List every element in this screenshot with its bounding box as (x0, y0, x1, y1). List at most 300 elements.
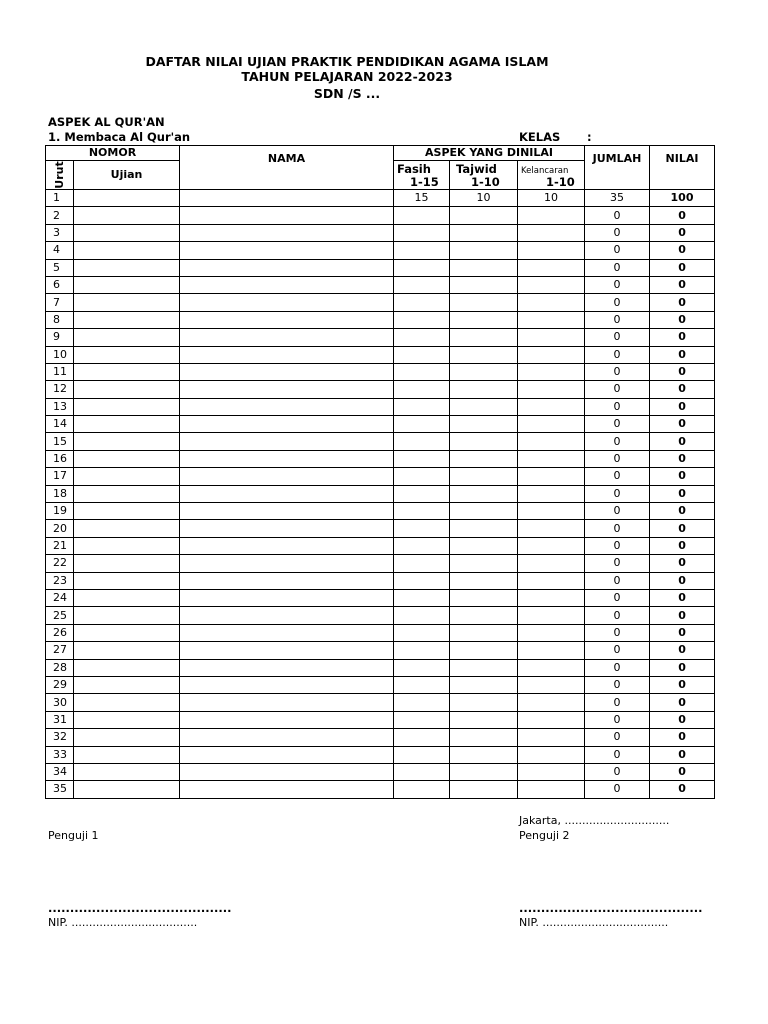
urut-cell: 5 (46, 259, 74, 276)
nama-cell (180, 311, 394, 328)
nama-cell (180, 242, 394, 259)
fasih-cell (394, 207, 450, 224)
nilai-cell: 0 (650, 381, 715, 398)
table-row (46, 485, 715, 502)
nama-header: NAMA (180, 146, 394, 190)
fasih-cell (394, 294, 450, 311)
tajwid-cell (450, 398, 518, 415)
nilai-cell: 0 (650, 746, 715, 763)
table-row (46, 224, 715, 241)
ujian-cell (74, 363, 180, 380)
kelancaran-cell (518, 433, 585, 450)
table-row (46, 781, 715, 798)
fasih-cell (394, 642, 450, 659)
jumlah-cell: 0 (585, 572, 650, 589)
fasih-cell (394, 224, 450, 241)
nama-cell (180, 694, 394, 711)
nilai-cell: 0 (650, 311, 715, 328)
fasih-cell (394, 416, 450, 433)
kelancaran-header (518, 161, 585, 190)
urut-cell: 30 (46, 694, 74, 711)
nilai-header: NILAI (650, 146, 715, 190)
kelancaran-cell (518, 781, 585, 798)
tajwid-cell (450, 676, 518, 693)
jumlah-cell: 0 (585, 676, 650, 693)
fasih-cell (394, 711, 450, 728)
fasih-cell: 15 (394, 190, 450, 207)
academic-year: TAHUN PELAJARAN 2022-2023 (241, 69, 453, 84)
ujian-cell (74, 624, 180, 641)
nilai-cell: 0 (650, 642, 715, 659)
ujian-cell (74, 311, 180, 328)
kelancaran-cell (518, 381, 585, 398)
tajwid-cell (450, 450, 518, 467)
nilai-cell: 0 (650, 363, 715, 380)
table-row (46, 311, 715, 328)
nomor-header: NOMOR (46, 146, 180, 161)
jumlah-cell: 0 (585, 242, 650, 259)
kelancaran-range: 1-10 (546, 175, 575, 189)
table-row (46, 276, 715, 293)
tajwid-cell (450, 259, 518, 276)
jumlah-cell: 0 (585, 224, 650, 241)
nilai-cell: 0 (650, 276, 715, 293)
table-row (46, 259, 715, 276)
jumlah-cell: 0 (585, 763, 650, 780)
nip-1: NIP. .................................... (48, 916, 198, 929)
ujian-cell (74, 346, 180, 363)
kelancaran-cell (518, 224, 585, 241)
fasih-cell (394, 781, 450, 798)
nilai-cell: 0 (650, 207, 715, 224)
urut-cell: 17 (46, 468, 74, 485)
jumlah-cell: 0 (585, 276, 650, 293)
tajwid-cell (450, 485, 518, 502)
urut-cell: 25 (46, 607, 74, 624)
ujian-cell (74, 190, 180, 207)
tajwid-cell (450, 242, 518, 259)
nilai-cell: 0 (650, 572, 715, 589)
kelancaran-cell (518, 450, 585, 467)
ujian-cell (74, 711, 180, 728)
fasih-cell (394, 242, 450, 259)
kelancaran-cell (518, 363, 585, 380)
tajwid-cell (450, 659, 518, 676)
fasih-cell (394, 259, 450, 276)
fasih-cell (394, 555, 450, 572)
kelancaran-cell (518, 763, 585, 780)
tajwid-cell (450, 346, 518, 363)
kelancaran-cell (518, 676, 585, 693)
kelancaran-cell (518, 659, 585, 676)
jumlah-cell: 0 (585, 607, 650, 624)
nilai-cell: 0 (650, 294, 715, 311)
urut-cell: 15 (46, 433, 74, 450)
tajwid-cell (450, 224, 518, 241)
tajwid-cell (450, 416, 518, 433)
ujian-cell (74, 224, 180, 241)
nama-cell (180, 207, 394, 224)
fasih-cell (394, 607, 450, 624)
nama-cell (180, 433, 394, 450)
nama-cell (180, 711, 394, 728)
nilai-cell: 0 (650, 624, 715, 641)
urut-cell: 31 (46, 711, 74, 728)
nama-cell (180, 363, 394, 380)
fasih-cell (394, 311, 450, 328)
ujian-cell (74, 572, 180, 589)
nama-cell (180, 746, 394, 763)
urut-cell: 8 (46, 311, 74, 328)
tajwid-cell (450, 729, 518, 746)
table-row (46, 433, 715, 450)
kelancaran-cell (518, 276, 585, 293)
jumlah-cell: 0 (585, 520, 650, 537)
ujian-cell (74, 329, 180, 346)
nama-cell (180, 624, 394, 641)
jumlah-cell: 0 (585, 329, 650, 346)
ujian-cell (74, 746, 180, 763)
nama-cell (180, 659, 394, 676)
jumlah-cell: 0 (585, 207, 650, 224)
table-row (46, 572, 715, 589)
jumlah-cell: 0 (585, 433, 650, 450)
nama-cell (180, 381, 394, 398)
fasih-cell (394, 276, 450, 293)
nilai-cell: 0 (650, 729, 715, 746)
table-row (46, 676, 715, 693)
nama-cell (180, 642, 394, 659)
signature-line-2: .......................................... (519, 901, 703, 915)
jumlah-cell: 0 (585, 781, 650, 798)
jumlah-cell: 0 (585, 746, 650, 763)
nilai-cell: 0 (650, 659, 715, 676)
nilai-cell: 0 (650, 259, 715, 276)
table-row (46, 555, 715, 572)
jumlah-cell: 0 (585, 450, 650, 467)
table-row (46, 503, 715, 520)
kelancaran-cell (518, 311, 585, 328)
ujian-cell (74, 259, 180, 276)
ujian-cell (74, 607, 180, 624)
signature-line-1: .......................................... (48, 901, 232, 915)
jumlah-cell: 0 (585, 503, 650, 520)
jumlah-cell: 0 (585, 659, 650, 676)
nama-cell (180, 572, 394, 589)
tajwid-cell (450, 276, 518, 293)
nilai-cell: 0 (650, 468, 715, 485)
nama-cell (180, 503, 394, 520)
urut-cell: 1 (46, 190, 74, 207)
nama-cell (180, 520, 394, 537)
table-row (46, 190, 715, 207)
kelancaran-label: Kelancaran (521, 166, 569, 176)
kelancaran-cell (518, 711, 585, 728)
nilai-cell: 0 (650, 224, 715, 241)
tajwid-cell (450, 537, 518, 554)
urut-cell: 29 (46, 676, 74, 693)
urut-cell: 11 (46, 363, 74, 380)
ujian-cell (74, 381, 180, 398)
table-row (46, 468, 715, 485)
jumlah-cell: 0 (585, 624, 650, 641)
table-row (46, 329, 715, 346)
table-row (46, 607, 715, 624)
ujian-cell (74, 398, 180, 415)
table-row (46, 416, 715, 433)
fasih-cell (394, 398, 450, 415)
nama-cell (180, 468, 394, 485)
score-table (45, 145, 715, 799)
tajwid-label: Tajwid (456, 162, 497, 176)
kelancaran-cell (518, 572, 585, 589)
table-row (46, 624, 715, 641)
urut-cell: 26 (46, 624, 74, 641)
urut-cell: 22 (46, 555, 74, 572)
jumlah-cell: 0 (585, 311, 650, 328)
tajwid-cell: 10 (450, 190, 518, 207)
ujian-cell (74, 207, 180, 224)
nama-cell (180, 485, 394, 502)
jumlah-cell: 0 (585, 346, 650, 363)
kelancaran-cell (518, 207, 585, 224)
fasih-cell (394, 329, 450, 346)
table-row (46, 363, 715, 380)
kelancaran-cell (518, 485, 585, 502)
ujian-cell (74, 694, 180, 711)
nilai-cell: 0 (650, 607, 715, 624)
tajwid-cell (450, 763, 518, 780)
ujian-cell (74, 589, 180, 606)
tajwid-cell (450, 311, 518, 328)
tajwid-cell (450, 781, 518, 798)
fasih-label: Fasih (397, 162, 431, 176)
tajwid-cell (450, 607, 518, 624)
jumlah-cell: 0 (585, 555, 650, 572)
urut-header (46, 161, 74, 190)
nama-cell (180, 276, 394, 293)
urut-cell: 2 (46, 207, 74, 224)
ujian-cell (74, 468, 180, 485)
ujian-cell (74, 276, 180, 293)
kelancaran-cell (518, 468, 585, 485)
fasih-cell (394, 589, 450, 606)
jumlah-cell: 0 (585, 589, 650, 606)
urut-label: Urut (52, 161, 66, 189)
fasih-cell (394, 433, 450, 450)
tajwid-cell (450, 711, 518, 728)
nama-cell (180, 781, 394, 798)
kelancaran-cell (518, 520, 585, 537)
ujian-cell (74, 537, 180, 554)
jumlah-cell: 0 (585, 537, 650, 554)
tajwid-header (450, 161, 518, 190)
fasih-cell (394, 346, 450, 363)
table-row (46, 746, 715, 763)
nilai-cell: 0 (650, 694, 715, 711)
table-row (46, 520, 715, 537)
kelancaran-cell (518, 642, 585, 659)
fasih-cell (394, 624, 450, 641)
fasih-cell (394, 537, 450, 554)
table-row (46, 242, 715, 259)
ujian-cell (74, 242, 180, 259)
jumlah-cell: 0 (585, 694, 650, 711)
kelancaran-cell (518, 346, 585, 363)
ujian-cell (74, 729, 180, 746)
nama-cell (180, 190, 394, 207)
school-name: SDN /S ... (313, 86, 381, 101)
nilai-cell: 0 (650, 433, 715, 450)
urut-cell: 10 (46, 346, 74, 363)
jumlah-cell: 0 (585, 398, 650, 415)
table-row (46, 537, 715, 554)
tajwid-cell (450, 746, 518, 763)
table-row (46, 642, 715, 659)
ujian-cell (74, 676, 180, 693)
fasih-cell (394, 729, 450, 746)
nama-cell (180, 676, 394, 693)
kelancaran-cell (518, 729, 585, 746)
nama-cell (180, 763, 394, 780)
urut-cell: 35 (46, 781, 74, 798)
nilai-cell: 0 (650, 346, 715, 363)
jumlah-cell: 0 (585, 642, 650, 659)
jumlah-cell: 0 (585, 468, 650, 485)
urut-cell: 33 (46, 746, 74, 763)
urut-cell: 32 (46, 729, 74, 746)
urut-cell: 19 (46, 503, 74, 520)
ujian-cell (74, 763, 180, 780)
nip-2: NIP. .................................... (519, 916, 669, 929)
table-row (46, 711, 715, 728)
aspect-section-label: ASPEK AL QUR'AN (48, 115, 165, 129)
jumlah-cell: 0 (585, 363, 650, 380)
nama-cell (180, 259, 394, 276)
tajwid-cell (450, 433, 518, 450)
fasih-header (394, 161, 450, 190)
ujian-cell (74, 520, 180, 537)
nilai-cell: 0 (650, 711, 715, 728)
kelancaran-cell (518, 607, 585, 624)
table-row (46, 346, 715, 363)
nilai-cell: 0 (650, 520, 715, 537)
nama-cell (180, 450, 394, 467)
jumlah-cell: 0 (585, 381, 650, 398)
nilai-cell: 0 (650, 450, 715, 467)
kelancaran-cell (518, 242, 585, 259)
aspek-header: ASPEK YANG DINILAI (394, 146, 585, 161)
ujian-cell (74, 781, 180, 798)
urut-cell: 7 (46, 294, 74, 311)
tajwid-cell (450, 468, 518, 485)
fasih-cell (394, 468, 450, 485)
urut-cell: 16 (46, 450, 74, 467)
tajwid-cell (450, 294, 518, 311)
jumlah-cell: 35 (585, 190, 650, 207)
nama-cell (180, 729, 394, 746)
nilai-cell: 0 (650, 503, 715, 520)
tajwid-cell (450, 503, 518, 520)
urut-cell: 20 (46, 520, 74, 537)
fasih-cell (394, 485, 450, 502)
tajwid-cell (450, 363, 518, 380)
table-row (46, 763, 715, 780)
urut-cell: 34 (46, 763, 74, 780)
nilai-cell: 100 (650, 190, 715, 207)
penguji-1-label: Penguji 1 (48, 829, 99, 842)
kelancaran-cell (518, 398, 585, 415)
fasih-cell (394, 694, 450, 711)
jumlah-cell: 0 (585, 294, 650, 311)
table-row (46, 294, 715, 311)
nilai-cell: 0 (650, 763, 715, 780)
kelancaran-cell (518, 555, 585, 572)
nama-cell (180, 607, 394, 624)
ujian-cell (74, 433, 180, 450)
tajwid-cell (450, 329, 518, 346)
fasih-cell (394, 572, 450, 589)
urut-cell: 28 (46, 659, 74, 676)
nilai-cell: 0 (650, 589, 715, 606)
nama-cell (180, 346, 394, 363)
urut-cell: 4 (46, 242, 74, 259)
jumlah-header: JUMLAH (585, 146, 650, 190)
tajwid-cell (450, 555, 518, 572)
table-row (46, 450, 715, 467)
nama-cell (180, 589, 394, 606)
table-row (46, 729, 715, 746)
tajwid-cell (450, 520, 518, 537)
kelancaran-cell (518, 503, 585, 520)
nilai-cell: 0 (650, 676, 715, 693)
urut-cell: 3 (46, 224, 74, 241)
kelancaran-cell (518, 294, 585, 311)
nama-cell (180, 555, 394, 572)
tajwid-cell (450, 589, 518, 606)
ujian-cell (74, 555, 180, 572)
ujian-cell (74, 485, 180, 502)
kelas-colon: : (587, 130, 592, 144)
tajwid-range: 1-10 (471, 175, 500, 189)
kelancaran-cell (518, 589, 585, 606)
fasih-cell (394, 363, 450, 380)
fasih-cell (394, 659, 450, 676)
fasih-cell (394, 520, 450, 537)
urut-cell: 21 (46, 537, 74, 554)
table-row (46, 381, 715, 398)
tajwid-cell (450, 642, 518, 659)
ujian-cell (74, 503, 180, 520)
nilai-cell: 0 (650, 242, 715, 259)
tajwid-cell (450, 381, 518, 398)
kelancaran-cell (518, 746, 585, 763)
kelancaran-cell (518, 537, 585, 554)
fasih-cell (394, 450, 450, 467)
kelancaran-cell (518, 329, 585, 346)
aspect-item-label: 1. Membaca Al Qur'an (48, 130, 191, 144)
jumlah-cell: 0 (585, 729, 650, 746)
fasih-cell (394, 503, 450, 520)
nama-cell (180, 329, 394, 346)
nama-cell (180, 294, 394, 311)
kelancaran-cell (518, 694, 585, 711)
tajwid-cell (450, 694, 518, 711)
table-row (46, 589, 715, 606)
place-date: Jakarta, .............................. (519, 814, 670, 827)
nilai-cell: 0 (650, 398, 715, 415)
nilai-cell: 0 (650, 555, 715, 572)
